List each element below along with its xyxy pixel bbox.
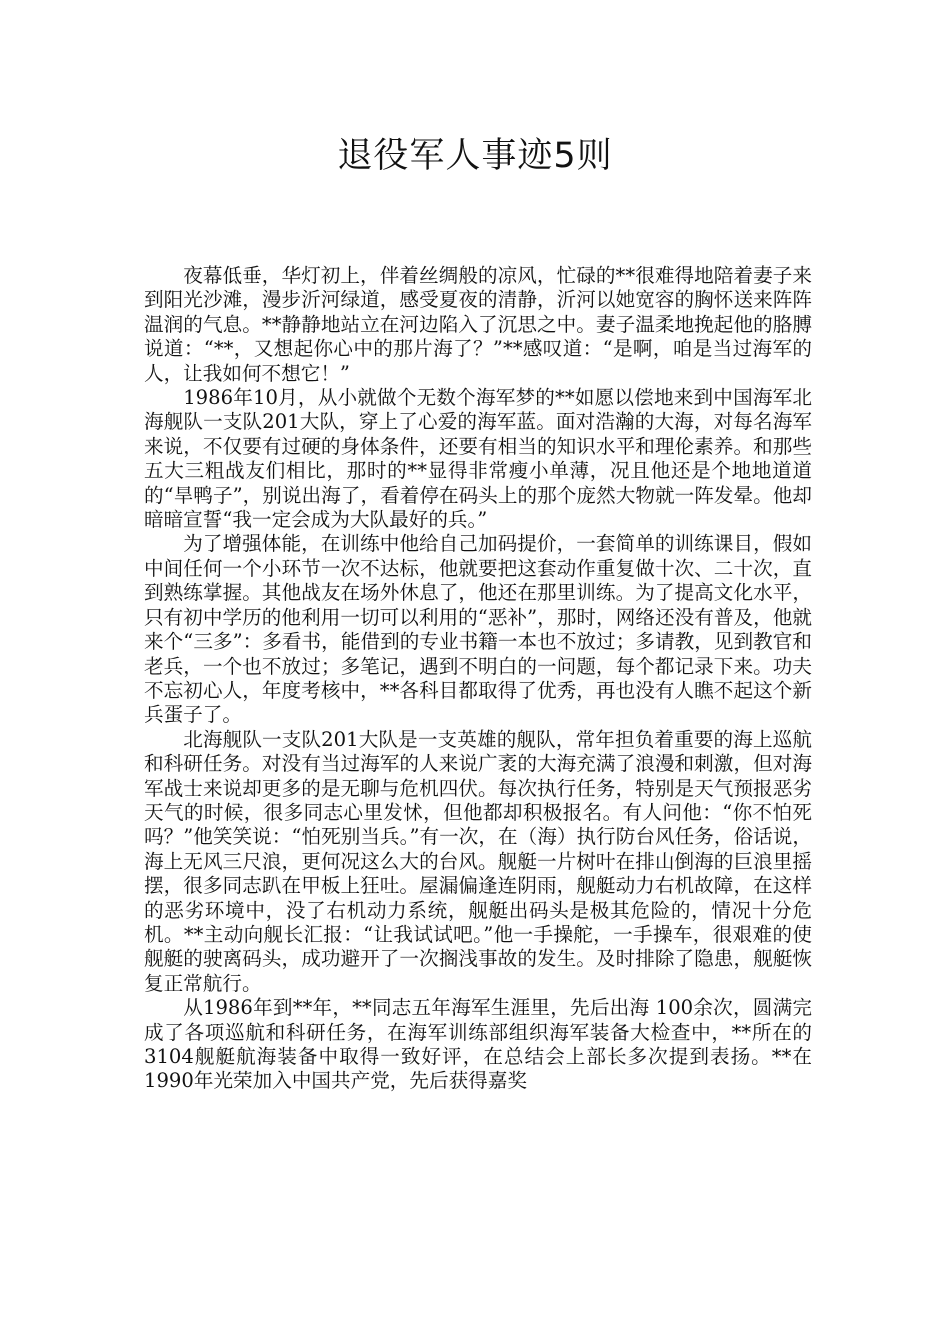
paragraph: 北海舰队一支队201大队是一支英雄的舰队，常年担负着重要的海上巡航和科研任务。对没有当过海军的人来说广袤的大海充满了浪漫和刺激，但对海军战士来说却更多的是无聊与危机四伏。每次执行任务，特别是天气预报恶劣天气的时候，很多同志心里发怵，但他都却积极报名。有人问他：“你不怕死吗？”他笑笑说：“怕死别当兵。”有一次，在（海）执行防台风任务，俗话说，海上无风三尺浪，更何况这么大的台风。舰艇一片树叶在排山倒海的巨浪里摇摆，很多同志趴在甲板上狂吐。屋漏偏逢连阴雨，舰艇动力右机故障，在这样的恶劣环境中，没了右机动力系统，舰艇出码头是极其危险的，情况十分危机。**主动向舰长汇报：“让我试试吧。”他一手操舵，一手操车，很艰难的使舰艇的驶离码头，成功避开了一次搁浅事故的发生。及时排除了隐患，舰艇恢复正常航行。 (144, 727, 812, 995)
paragraph: 1986年10月，从小就做个无数个海军梦的**如愿以偿地来到中国海军北海舰队一支队201大队，穿上了心爱的海军蓝。面对浩瀚的大海，对每名海军来说，不仅要有过硬的身体条件，还要有相当的知识水平和理伦素养。和那些五大三粗战友们相比，那时的**显得非常瘦小单薄，况且他还是个地地道道的“旱鸭子”，别说出海了，看着停在码头上的那个庞然大物就一阵发晕。他却暗暗宣誓“我一定会成为大队最好的兵。” (144, 386, 812, 532)
paragraph: 为了增强体能，在训练中他给自己加码提价，一套简单的训练课目，假如中间任何一个小环节一次不达标，他就要把这套动作重复做十次、二十次，直到熟练掌握。其他战友在场外休息了，他还在那里训练。为了提高文化水平，只有初中学历的他利用一切可以利用的“恶补”，那时，网络还没有普及，他就来个“三多”：多看书，能借到的专业书籍一本也不放过；多请教，见到教官和老兵，一个也不放过；多笔记，遇到不明白的一问题，每个都记录下来。功夫不忘初心人，年度考核中，**各科目都取得了优秀，再也没有人瞧不起这个新兵蛋子了。 (144, 532, 812, 727)
paragraph: 夜幕低垂，华灯初上，伴着丝绸般的凉风，忙碌的**很难得地陪着妻子来到阳光沙滩，漫步沂河绿道，感受夏夜的清静，沂河以她宽容的胸怀送来阵阵温润的气息。**静静地站立在河边陷入了沉思之中。妻子温柔地挽起他的胳膊说道：“**，又想起你心中的那片海了？”**感叹道：“是啊，咱是当过海军的人，让我如何不想它！” (144, 264, 812, 385)
document-body (144, 264, 812, 1094)
document-title: 退役军人事迹5则 (337, 136, 613, 176)
paragraph: 从1986年到**年，**同志五年海军生涯里，先后出海 100余次，圆满完成了各项巡航和科研任务，在海军训练部组织海军装备大检查中，**所在的3104舰艇航海装备中取得一致好评，在总结会上部长多次提到表扬。**在1990年光荣加入中国共产党，先后获得嘉奖 (144, 996, 812, 1093)
